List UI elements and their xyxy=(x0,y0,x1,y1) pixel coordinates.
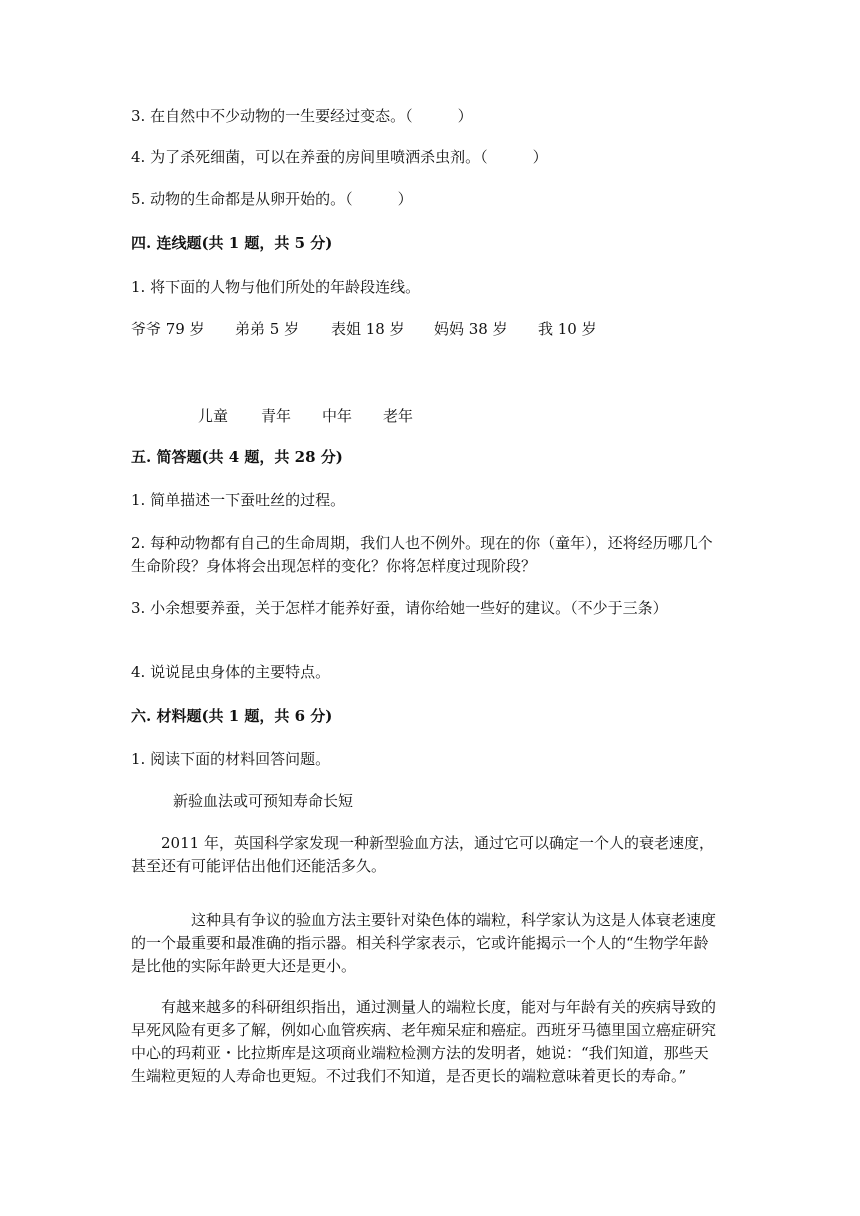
judgment-item-4: 4. 为了杀死细菌，可以在养蚕的房间里喷洒杀虫剂。（ ） xyxy=(131,148,548,166)
section-heading-material: 六. 材料题(共 1 题，共 6 分) xyxy=(131,707,333,725)
matching-question: 1. 将下面的人物与他们所处的年龄段连线。 xyxy=(131,278,421,296)
short-answer-item-4: 4. 说说昆虫身体的主要特点。 xyxy=(131,663,331,681)
stage-middle-age: 中年 xyxy=(322,407,353,425)
article-paragraph-2: 这种具有争议的验血方法主要针对染色体的端粒，科学家认为这是人体衰老速度的一个最重要和最准确的指示器。相关科学家表示，它或许能揭示一个人的“生物学年龄是比他的实际年龄更大还是更小。 xyxy=(131,911,717,975)
judgment-item-3: 3. 在自然中不少动物的一生要经过变态。（ ） xyxy=(131,107,473,125)
person-me: 我 10 岁 xyxy=(538,320,597,338)
person-mother: 妈妈 38 岁 xyxy=(434,320,508,338)
person-cousin: 表姐 18 岁 xyxy=(331,320,405,338)
stage-old-age: 老年 xyxy=(383,407,414,425)
material-question: 1. 阅读下面的材料回答问题。 xyxy=(131,750,331,768)
article-paragraph-1: 2011 年，英国科学家发现一种新型验血方法，通过它可以确定一个人的衰老速度，甚至还有可能评估出他们还能活多久。 xyxy=(131,834,714,875)
short-answer-item-3: 3. 小余想要养蚕，关于怎样才能养好蚕，请你给她一些好的建议。（不少于三条） xyxy=(131,599,668,617)
section-heading-matching: 四. 连线题(共 1 题，共 5 分) xyxy=(131,234,333,252)
stage-child: 儿童 xyxy=(198,407,229,425)
article-title: 新验血法或可预知寿命长短 xyxy=(173,792,354,810)
judgment-item-5: 5. 动物的生命都是从卵开始的。（ ） xyxy=(131,190,413,208)
stage-youth: 青年 xyxy=(261,407,292,425)
article-paragraph-3: 有越来越多的科研组织指出，通过测量人的端粒长度，能对与年龄有关的疾病导致的早死风险有更多了解，例如心血管疾病、老年痴呆症和癌症。西班牙马德里国立癌症研究中心的玛莉亚・比拉斯库是这项商业端粒检测方法的发明者，她说：“我们知道，那些天生端粒更短的人寿命也更短。不过我们不知道，是否更长的端粒意味着更长的寿命。” xyxy=(131,998,717,1085)
section-heading-short-answer: 五. 简答题(共 4 题，共 28 分) xyxy=(131,448,343,466)
short-answer-item-2: 2. 每种动物都有自己的生命周期，我们人也不例外。现在的你（童年），还将经历哪几个生命阶段？身体将会出现怎样的变化？你将怎样度过现阶段？ xyxy=(131,534,713,575)
person-grandpa: 爷爷 79 岁 xyxy=(131,320,205,338)
short-answer-item-1: 1. 简单描述一下蚕吐丝的过程。 xyxy=(131,491,346,509)
person-younger-brother: 弟弟 5 岁 xyxy=(235,320,300,338)
